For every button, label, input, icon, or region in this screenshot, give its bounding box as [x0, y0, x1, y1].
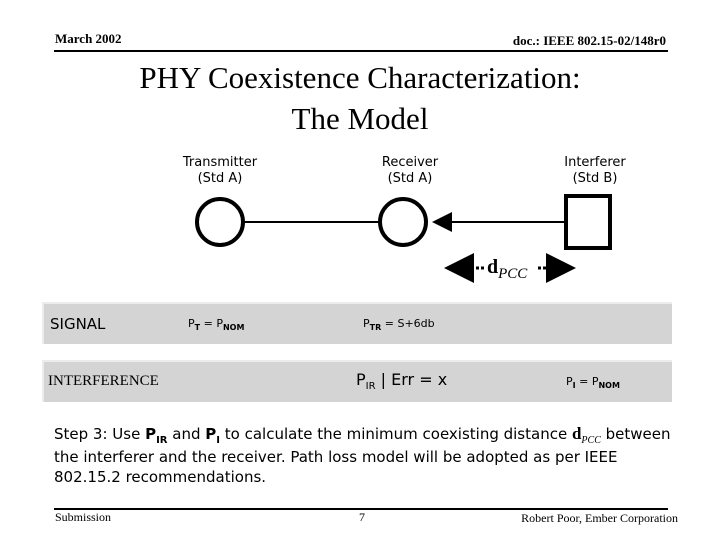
step-pir-symbol: P: [145, 425, 157, 443]
transmitter-node: [197, 199, 243, 245]
interferer-name: Interferer: [564, 155, 626, 170]
pt-equals: = P: [200, 317, 223, 330]
step-pi-symbol: P: [205, 425, 217, 443]
pt-symbol: P: [188, 317, 195, 330]
distance-subscript: PCC: [498, 266, 528, 282]
header-date: March 2002: [55, 31, 122, 46]
step-d-symbol: d: [571, 424, 582, 443]
pir-condition: | Err = x: [375, 370, 448, 389]
interferer-node: [566, 196, 610, 248]
received-power-expression: [363, 317, 435, 330]
pi-equals: = P: [575, 375, 599, 388]
signal-band: [42, 302, 672, 344]
pir-subscript: IR: [365, 381, 376, 392]
receiver-node: [380, 199, 426, 245]
transmitter-name: Transmitter: [182, 155, 258, 170]
pt-nom-subscript: NOM: [222, 323, 245, 332]
pi-subscript: I: [572, 381, 576, 390]
step-text-1: Step 3: Use: [54, 425, 146, 443]
pt-subscript: T: [194, 323, 201, 332]
footer-author: Robert Poor, Ember Corporation: [521, 511, 678, 525]
step-text-3: to calculate the minimum coexisting distance: [220, 425, 572, 443]
distance-symbol: d: [487, 256, 499, 278]
step-d-subscript: PCC: [581, 435, 601, 446]
pi-nom-subscript: NOM: [598, 381, 620, 390]
slide-title-line-1: PHY Coexistence Characterization:: [139, 60, 581, 95]
step-text-4: between the interferer and the receiver. Path loss model will be adopted as per IEEE 802.15.2 recommendations.: [54, 425, 671, 486]
step-pir-subscript: IR: [156, 435, 168, 446]
step-text-2: and: [167, 425, 206, 443]
ptr-equals: = S+6db: [381, 317, 435, 330]
pir-symbol: P: [356, 370, 366, 389]
footer-submission: Submission: [55, 510, 112, 524]
interference-label: INTERFERENCE: [48, 373, 159, 389]
step-description: [54, 424, 674, 487]
step-pi-subscript: I: [216, 435, 220, 446]
interference-threshold-expression: [356, 370, 448, 392]
pi-symbol: P: [566, 375, 573, 388]
slide-title-line-2: The Model: [291, 101, 429, 136]
interferer-std: (Std B): [572, 171, 618, 186]
interferer-power-expression: [566, 375, 620, 388]
transmitter-std: (Std A): [197, 171, 243, 186]
transmit-power-expression: [188, 317, 244, 330]
distance-label: [487, 256, 527, 280]
header-doc-id: doc.: IEEE 802.15-02/148r0: [512, 33, 666, 48]
ptr-symbol: P: [363, 317, 370, 330]
receiver-std: (Std A): [387, 171, 433, 186]
ptr-subscript: TR: [369, 323, 382, 332]
receiver-name: Receiver: [381, 155, 439, 170]
footer-page-number: 7: [359, 510, 365, 524]
signal-label: SIGNAL: [50, 315, 106, 333]
